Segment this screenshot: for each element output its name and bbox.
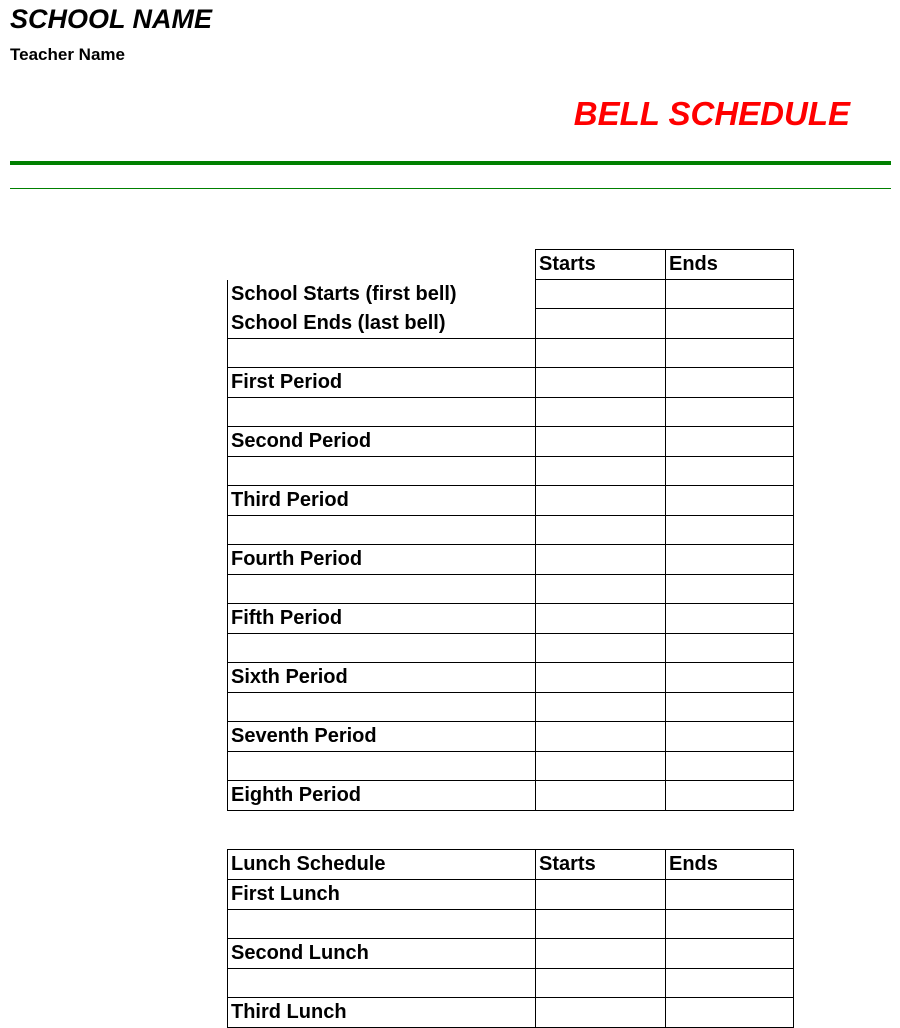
table-row	[228, 397, 794, 426]
ends-cell[interactable]	[666, 309, 794, 339]
header-cell-ends: Ends	[666, 850, 794, 880]
ends-cell[interactable]	[666, 603, 794, 633]
table-row	[228, 692, 794, 721]
ends-cell[interactable]	[666, 939, 794, 969]
ends-cell[interactable]	[666, 485, 794, 515]
ends-cell[interactable]	[666, 692, 794, 721]
row-label-second-period: Second Period	[228, 426, 536, 456]
row-label-fifth-period: Fifth Period	[228, 603, 536, 633]
school-name: SCHOOL NAME	[10, 4, 213, 34]
ends-cell[interactable]	[666, 998, 794, 1028]
ends-cell[interactable]	[666, 426, 794, 456]
row-label-spacer	[228, 456, 536, 485]
starts-cell[interactable]	[536, 998, 666, 1028]
table-row	[228, 751, 794, 780]
ends-cell[interactable]	[666, 515, 794, 544]
table-row	[228, 426, 794, 456]
table-row	[228, 910, 794, 939]
ends-cell[interactable]	[666, 880, 794, 910]
starts-cell[interactable]	[536, 633, 666, 662]
ends-cell[interactable]	[666, 662, 794, 692]
ends-cell[interactable]	[666, 338, 794, 367]
starts-cell[interactable]	[536, 880, 666, 910]
table-row	[228, 574, 794, 603]
starts-cell[interactable]	[536, 751, 666, 780]
row-label-eighth-period: Eighth Period	[228, 780, 536, 810]
row-label-first-lunch: First Lunch	[228, 880, 536, 910]
starts-cell[interactable]	[536, 692, 666, 721]
row-label-spacer	[228, 515, 536, 544]
starts-cell[interactable]	[536, 603, 666, 633]
header-cell-ends: Ends	[666, 250, 794, 280]
row-label-spacer	[228, 910, 536, 939]
row-label-seventh-period: Seventh Period	[228, 721, 536, 751]
table-row	[228, 280, 794, 309]
table-header-row	[228, 850, 794, 880]
ends-cell[interactable]	[666, 280, 794, 309]
table-row	[228, 309, 794, 339]
row-label-sixth-period: Sixth Period	[228, 662, 536, 692]
table-row	[228, 338, 794, 367]
row-label-school-starts-first-bell: School Starts (first bell)	[228, 280, 536, 309]
table-row	[228, 515, 794, 544]
table-header-row	[228, 250, 794, 280]
row-label-spacer	[228, 633, 536, 662]
starts-cell[interactable]	[536, 515, 666, 544]
row-label-spacer	[228, 969, 536, 998]
header-rule-thin	[10, 188, 891, 189]
row-label-spacer	[228, 397, 536, 426]
row-label-spacer	[228, 692, 536, 721]
starts-cell[interactable]	[536, 662, 666, 692]
ends-cell[interactable]	[666, 969, 794, 998]
header-cell-starts: Starts	[536, 250, 666, 280]
teacher-name: Teacher Name	[10, 45, 125, 64]
row-label-spacer	[228, 751, 536, 780]
table-row	[228, 880, 794, 910]
starts-cell[interactable]	[536, 426, 666, 456]
row-label-school-ends-last-bell: School Ends (last bell)	[228, 309, 536, 339]
bell-schedule-table	[227, 249, 794, 811]
table-row	[228, 662, 794, 692]
ends-cell[interactable]	[666, 721, 794, 751]
starts-cell[interactable]	[536, 397, 666, 426]
starts-cell[interactable]	[536, 367, 666, 397]
table-row	[228, 456, 794, 485]
starts-cell[interactable]	[536, 456, 666, 485]
starts-cell[interactable]	[536, 280, 666, 309]
table-row	[228, 780, 794, 810]
ends-cell[interactable]	[666, 367, 794, 397]
starts-cell[interactable]	[536, 780, 666, 810]
table-row	[228, 939, 794, 969]
row-label-third-period: Third Period	[228, 485, 536, 515]
starts-cell[interactable]	[536, 969, 666, 998]
header-rule-thick	[10, 161, 891, 165]
table-row	[228, 633, 794, 662]
table-row	[228, 721, 794, 751]
header-cell-label	[228, 250, 536, 280]
ends-cell[interactable]	[666, 397, 794, 426]
ends-cell[interactable]	[666, 633, 794, 662]
table-row	[228, 544, 794, 574]
starts-cell[interactable]	[536, 721, 666, 751]
document-title: BELL SCHEDULE	[573, 95, 850, 132]
table-row	[228, 998, 794, 1028]
header-cell-starts: Starts	[536, 850, 666, 880]
row-label-fourth-period: Fourth Period	[228, 544, 536, 574]
ends-cell[interactable]	[666, 751, 794, 780]
starts-cell[interactable]	[536, 309, 666, 339]
starts-cell[interactable]	[536, 939, 666, 969]
starts-cell[interactable]	[536, 338, 666, 367]
row-label-first-period: First Period	[228, 367, 536, 397]
ends-cell[interactable]	[666, 456, 794, 485]
ends-cell[interactable]	[666, 544, 794, 574]
header-cell-label: Lunch Schedule	[228, 850, 536, 880]
row-label-second-lunch: Second Lunch	[228, 939, 536, 969]
starts-cell[interactable]	[536, 485, 666, 515]
row-label-spacer	[228, 574, 536, 603]
row-label-third-lunch: Third Lunch	[228, 998, 536, 1028]
starts-cell[interactable]	[536, 574, 666, 603]
ends-cell[interactable]	[666, 780, 794, 810]
table-row	[228, 367, 794, 397]
lunch-schedule-table	[227, 849, 794, 1028]
table-row	[228, 485, 794, 515]
row-label-spacer	[228, 338, 536, 367]
ends-cell[interactable]	[666, 574, 794, 603]
table-row	[228, 969, 794, 998]
starts-cell[interactable]	[536, 544, 666, 574]
starts-cell[interactable]	[536, 910, 666, 939]
ends-cell[interactable]	[666, 910, 794, 939]
table-row	[228, 603, 794, 633]
